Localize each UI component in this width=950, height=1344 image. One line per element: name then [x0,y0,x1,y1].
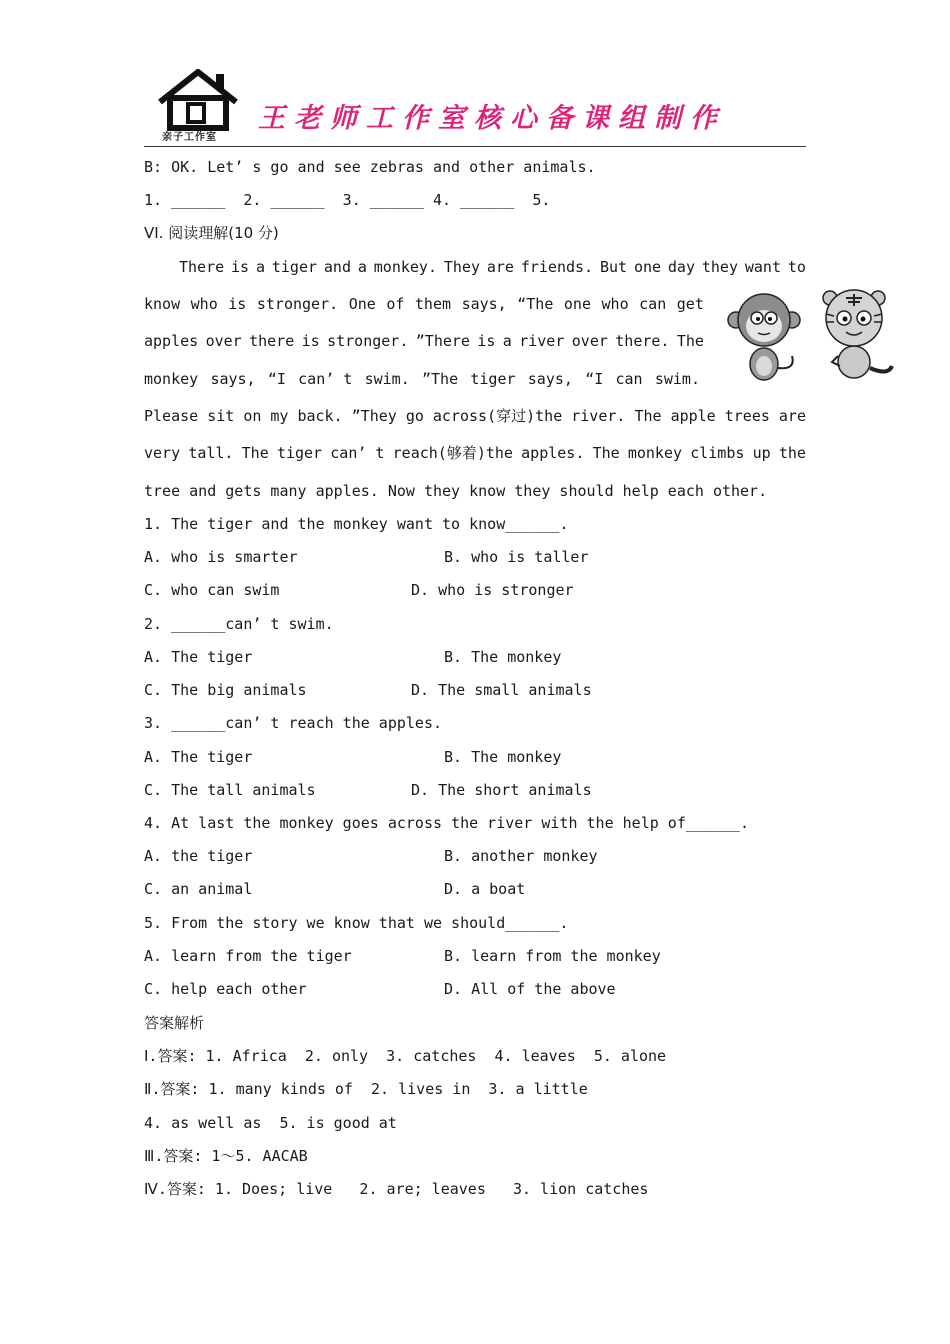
answer-section-4: Ⅳ.答案: 1. Does; live 2. are; leaves 3. lion catches [144,1180,649,1198]
blanks-line: 1. ______ 2. ______ 3. ______ 4. ______ 5. [144,191,551,209]
passage-line-7: tree and gets many apples. Now they know they should help each other. [144,482,768,500]
passage-line-5: Please sit on my back. ”They go across(穿过)the river. The apple trees are [144,407,806,425]
dialog-line: B: OK. Let’ s go and see zebras and other animals. [144,158,596,176]
question-1-option-c: C. who can swim [144,581,280,599]
answer-section-2-continued: 4. as well as 5. is good at [144,1114,397,1132]
passage-line-4: monkey says, “I can’ t swim. ”The tiger says, “I can swim. [144,370,700,388]
question-2-option-a: A. The tiger [144,648,253,666]
question-1-stem: 1. The tiger and the monkey want to know______. [144,515,569,533]
answer-section-3: Ⅲ.答案: 1～5. AACAB [144,1147,308,1165]
passage-line-2: know who is stronger. One of them says, “The one who can get [144,295,704,313]
question-2-option-c: C. The big animals [144,681,307,699]
passage-line-3: apples over there is stronger. ”There is a river over there. The [144,332,704,350]
question-2-option-b: B. The monkey [444,648,562,666]
question-5-option-d: D. All of the above [444,980,616,998]
question-2-stem: 2. ______can’ t swim. [144,615,334,633]
question-4-option-b: B. another monkey [444,847,598,865]
question-1-option-a: A. who is smarter [144,548,298,566]
answer-section-2: Ⅱ.答案: 1. many kinds of 2. lives in 3. a little [144,1080,588,1098]
question-5-option-a: A. learn from the tiger [144,947,352,965]
question-4-option-a: A. the tiger [144,847,253,865]
answers-title: 答案解析 [144,1014,205,1032]
question-4-option-c: C. an animal [144,880,253,898]
header-divider [144,146,806,147]
question-4-option-d: D. a boat [444,880,526,898]
question-5-option-b: B. learn from the monkey [444,947,661,965]
monkey-and-tiger-illustration [726,286,896,386]
question-4-stem: 4. At last the monkey goes across the river with the help of______. [144,814,750,832]
question-3-option-d: D. The short animals [411,781,592,799]
question-3-option-c: C. The tall animals [144,781,316,799]
question-3-option-a: A. The tiger [144,748,253,766]
question-1-option-b: B. who is taller [444,548,589,566]
logo-caption: 亲子工作室 [162,132,217,143]
answer-section-1: Ⅰ.答案: 1. Africa 2. only 3. catches 4. leaves 5. alone [144,1047,667,1065]
passage-line-1: There is a tiger and a monkey. They are friends. But one day they want to [179,258,806,276]
brand-title: 王老师工作室核心备课组制作 [258,103,726,134]
question-1-option-d: D. who is stronger [411,581,574,599]
question-2-option-d: D. The small animals [411,681,592,699]
passage-line-6: very tall. The tiger can’ t reach(够着)the apples. The monkey climbs up the [144,444,806,462]
question-5-stem: 5. From the story we know that we should______. [144,914,569,932]
section-title: VI. 阅读理解(10 分) [144,224,279,242]
question-3-stem: 3. ______can’ t reach the apples. [144,714,443,732]
question-5-option-c: C. help each other [144,980,307,998]
question-3-option-b: B. The monkey [444,748,562,766]
monkey-icon [728,294,800,380]
tiger-icon [823,290,892,378]
